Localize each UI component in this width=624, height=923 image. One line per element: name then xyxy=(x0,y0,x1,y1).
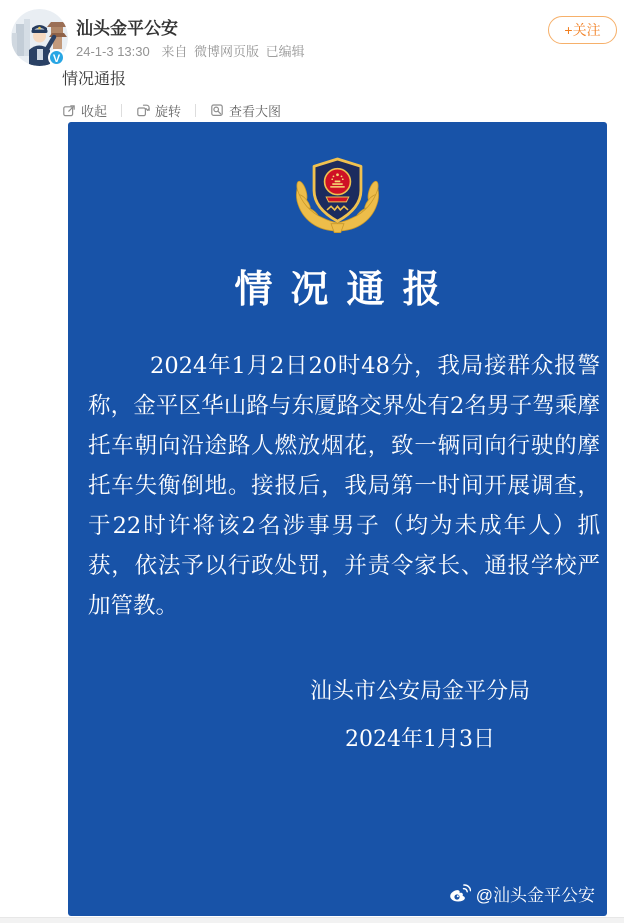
collapse-button[interactable] xyxy=(62,101,107,120)
username[interactable]: 汕头金平公安 xyxy=(76,19,178,38)
rotate-icon xyxy=(136,103,150,117)
post-text: 情况通报 xyxy=(62,71,127,88)
rotate-button[interactable] xyxy=(136,101,181,120)
view-large-button[interactable] xyxy=(210,101,281,120)
notice-signature-block xyxy=(290,678,550,754)
card-bottom-edge xyxy=(0,917,624,923)
avatar[interactable] xyxy=(11,9,68,66)
watermark-text: @汕头金平公安 xyxy=(475,886,595,905)
view-large-label: 查看大图 xyxy=(229,103,282,119)
follow-button[interactable]: +关注 xyxy=(548,16,617,44)
watermark xyxy=(449,881,595,906)
notice-title: 情况通报 xyxy=(234,266,459,311)
police-emblem-icon xyxy=(289,150,386,240)
collapse-icon xyxy=(62,103,76,117)
notice-image[interactable] xyxy=(68,122,607,916)
verified-badge-icon: V xyxy=(48,49,65,66)
notice-body: 2024年1月2日20时48分，我局接群众报警称，金平区华山路与东厦路交界处有2名男子驾乘摩托车朝向沿途路人燃放烟花，致一辆同向行驶的摩托车失衡倒地。接报后，我局第一时间开展调查，于22时许将该2名涉事男子（均为未成年人）抓获，依法予以行政处罚，并责令家长、通报学校严加管教。 xyxy=(88,353,600,619)
edited-label: 已编辑 xyxy=(265,44,305,59)
rotate-label: 旋转 xyxy=(155,103,182,119)
source-link[interactable]: 微博网页版 xyxy=(194,44,260,59)
image-toolbar xyxy=(62,101,281,119)
weibo-logo-icon xyxy=(449,884,471,903)
view-large-icon xyxy=(210,103,224,117)
timestamp: 24-1-3 13:30 xyxy=(76,44,150,59)
post-meta xyxy=(76,41,305,60)
collapse-label: 收起 xyxy=(81,103,108,119)
toolbar-divider xyxy=(121,104,122,117)
issuing-authority: 汕头市公安局金平分局 xyxy=(309,679,530,704)
notice-date: 2024年1月3日 xyxy=(345,727,495,752)
source-prefix: 来自 xyxy=(161,44,188,59)
toolbar-divider xyxy=(195,104,196,117)
